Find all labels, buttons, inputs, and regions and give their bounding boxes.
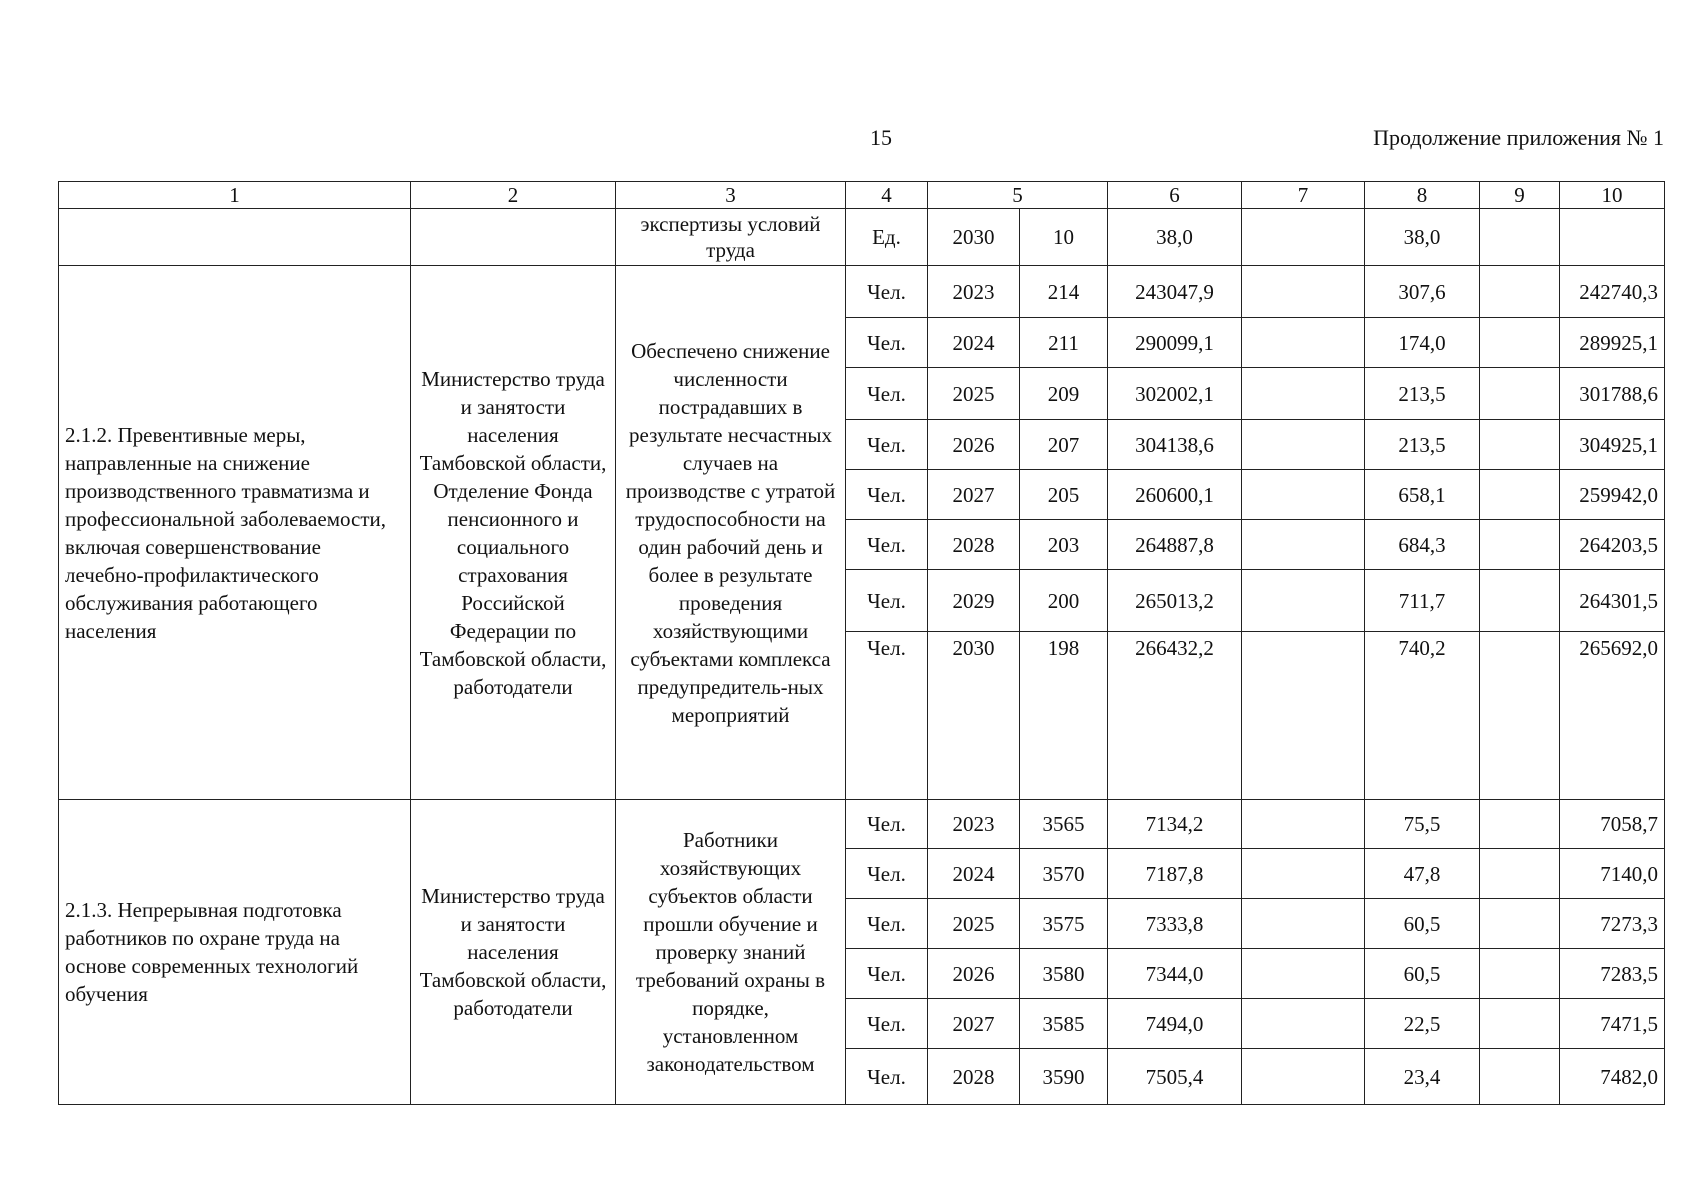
col8-cell: 213,5 [1365, 420, 1480, 470]
header-cell: 6 [1108, 182, 1242, 209]
result-cell: Работники хозяйствующих субъектов области прошли обучение и проверку знаний требований охраны в порядке, установленном законодательством [616, 800, 846, 1105]
col6-cell: 304138,6 [1108, 420, 1242, 470]
col6-cell: 7333,8 [1108, 899, 1242, 949]
col7-cell [1242, 470, 1365, 520]
unit-cell: Чел. [846, 318, 928, 368]
year-cell: 2023 [928, 800, 1020, 849]
measure-description: 2.1.3. Непрерывная подготовка работников по охране труда на основе современных технологий обучения [59, 800, 411, 1105]
col8-cell: 684,3 [1365, 520, 1480, 570]
executor-cell: Министерство труда и занятости населения Тамбовской области, Отделение Фонда пенсионного и социального страхования Российской Федерации по Тамбовской области, работодатели [411, 266, 616, 800]
value-cell: 211 [1020, 318, 1108, 368]
unit-cell: Чел. [846, 420, 928, 470]
col9-cell [1480, 849, 1560, 899]
unit-cell: Ед. [846, 209, 928, 266]
value-cell: 3580 [1020, 949, 1108, 999]
unit-cell: Чел. [846, 800, 928, 849]
col8-cell: 174,0 [1365, 318, 1480, 368]
col9-cell [1480, 209, 1560, 266]
col6-cell: 260600,1 [1108, 470, 1242, 520]
col9-cell [1480, 368, 1560, 420]
carry-over-row [59, 209, 1665, 266]
col10-cell: 7058,7 [1560, 800, 1665, 849]
header-cell: 5 [928, 182, 1108, 209]
col9-cell [1480, 949, 1560, 999]
year-cell: 2024 [928, 849, 1020, 899]
col6-cell: 264887,8 [1108, 520, 1242, 570]
value-cell: 3570 [1020, 849, 1108, 899]
unit-cell: Чел. [846, 1049, 928, 1105]
year-cell: 2027 [928, 470, 1020, 520]
col7-cell [1242, 800, 1365, 849]
value-cell: 200 [1020, 570, 1108, 632]
value-cell: 214 [1020, 266, 1108, 318]
col9-cell [1480, 570, 1560, 632]
header-cell: 4 [846, 182, 928, 209]
value-cell: 3585 [1020, 999, 1108, 1049]
col8-cell: 711,7 [1365, 570, 1480, 632]
col9-cell [1480, 318, 1560, 368]
year-cell: 2030 [928, 209, 1020, 266]
col7-cell [1242, 632, 1365, 800]
col8-cell: 658,1 [1365, 470, 1480, 520]
col10-cell: 301788,6 [1560, 368, 1665, 420]
year-cell: 2027 [928, 999, 1020, 1049]
result-cell: экспертизы условий труда [616, 209, 846, 266]
value-cell: 207 [1020, 420, 1108, 470]
header-cell: 3 [616, 182, 846, 209]
value-cell: 3575 [1020, 899, 1108, 949]
col6-cell: 7187,8 [1108, 849, 1242, 899]
col7-cell [1242, 949, 1365, 999]
unit-cell: Чел. [846, 266, 928, 318]
value-cell: 205 [1020, 470, 1108, 520]
result-cell: Обеспечено снижение численности пострадавших в результате несчастных случаев на производстве с утратой трудоспособности на один рабочий день и более в результате проведения хозяйствующими субъектами комплекса предупредитель-ных мероприятий [616, 266, 846, 800]
col10-cell: 7482,0 [1560, 1049, 1665, 1105]
col8-cell: 60,5 [1365, 899, 1480, 949]
col8-cell: 307,6 [1365, 266, 1480, 318]
col7-cell [1242, 420, 1365, 470]
col6-cell: 266432,2 [1108, 632, 1242, 800]
header-cell: 9 [1480, 182, 1560, 209]
table-row [59, 266, 1665, 318]
unit-cell: Чел. [846, 368, 928, 420]
col8-cell: 23,4 [1365, 1049, 1480, 1105]
col6-cell: 265013,2 [1108, 570, 1242, 632]
header-row [59, 182, 1665, 209]
year-cell: 2028 [928, 1049, 1020, 1105]
col10-cell: 7283,5 [1560, 949, 1665, 999]
col9-cell [1480, 1049, 1560, 1105]
year-cell: 2025 [928, 368, 1020, 420]
unit-cell: Чел. [846, 632, 928, 800]
year-cell: 2024 [928, 318, 1020, 368]
value-cell: 3565 [1020, 800, 1108, 849]
col9-cell [1480, 999, 1560, 1049]
year-cell: 2026 [928, 949, 1020, 999]
col6-cell: 7494,0 [1108, 999, 1242, 1049]
col7-cell [1242, 570, 1365, 632]
col7-cell [1242, 1049, 1365, 1105]
col9-cell [1480, 470, 1560, 520]
col7-cell [1242, 899, 1365, 949]
col10-cell: 264203,5 [1560, 520, 1665, 570]
year-cell: 2029 [928, 570, 1020, 632]
year-cell: 2026 [928, 420, 1020, 470]
unit-cell: Чел. [846, 899, 928, 949]
col6-cell: 7344,0 [1108, 949, 1242, 999]
col8-cell: 22,5 [1365, 999, 1480, 1049]
col9-cell [1480, 899, 1560, 949]
executor-cell: Министерство труда и занятости населения Тамбовской области, работодатели [411, 800, 616, 1105]
col6-cell: 302002,1 [1108, 368, 1242, 420]
col10-cell: 289925,1 [1560, 318, 1665, 368]
col7-cell [1242, 849, 1365, 899]
col9-cell [1480, 632, 1560, 800]
col7-cell [1242, 999, 1365, 1049]
col9-cell [1480, 800, 1560, 849]
col9-cell [1480, 420, 1560, 470]
col7-cell [1242, 209, 1365, 266]
executor-cell [411, 209, 616, 266]
value-cell: 10 [1020, 209, 1108, 266]
value-cell: 203 [1020, 520, 1108, 570]
unit-cell: Чел. [846, 570, 928, 632]
unit-cell: Чел. [846, 520, 928, 570]
value-cell: 3590 [1020, 1049, 1108, 1105]
appendix-note: Продолжение приложения № 1 [1373, 125, 1664, 150]
table-row [59, 800, 1665, 849]
header-cell: 8 [1365, 182, 1480, 209]
header-cell: 2 [411, 182, 616, 209]
col10-cell: 265692,0 [1560, 632, 1665, 800]
col7-cell [1242, 318, 1365, 368]
col6-cell: 290099,1 [1108, 318, 1242, 368]
unit-cell: Чел. [846, 999, 928, 1049]
col7-cell [1242, 266, 1365, 318]
unit-cell: Чел. [846, 849, 928, 899]
unit-cell: Чел. [846, 949, 928, 999]
col10-cell: 7471,5 [1560, 999, 1665, 1049]
page-number: 15 [870, 125, 892, 150]
col7-cell [1242, 520, 1365, 570]
col6-cell: 7505,4 [1108, 1049, 1242, 1105]
col8-cell: 47,8 [1365, 849, 1480, 899]
header-cell: 1 [59, 182, 411, 209]
value-cell: 198 [1020, 632, 1108, 800]
col10-cell: 7140,0 [1560, 849, 1665, 899]
col10-cell: 242740,3 [1560, 266, 1665, 318]
header-cell: 10 [1560, 182, 1665, 209]
year-cell: 2023 [928, 266, 1020, 318]
col8-cell: 213,5 [1365, 368, 1480, 420]
col9-cell [1480, 520, 1560, 570]
header-cell: 7 [1242, 182, 1365, 209]
year-cell: 2025 [928, 899, 1020, 949]
col7-cell [1242, 368, 1365, 420]
col8-cell: 740,2 [1365, 632, 1480, 800]
year-cell: 2030 [928, 632, 1020, 800]
program-table [58, 181, 1665, 1105]
col10-cell: 7273,3 [1560, 899, 1665, 949]
col8-cell: 38,0 [1365, 209, 1480, 266]
col6-cell: 7134,2 [1108, 800, 1242, 849]
desc-cell [59, 209, 411, 266]
unit-cell: Чел. [846, 470, 928, 520]
col10-cell: 304925,1 [1560, 420, 1665, 470]
col8-cell: 75,5 [1365, 800, 1480, 849]
col10-cell: 259942,0 [1560, 470, 1665, 520]
col6-cell: 243047,9 [1108, 266, 1242, 318]
value-cell: 209 [1020, 368, 1108, 420]
col10-cell [1560, 209, 1665, 266]
col10-cell: 264301,5 [1560, 570, 1665, 632]
col6-cell: 38,0 [1108, 209, 1242, 266]
year-cell: 2028 [928, 520, 1020, 570]
measure-description: 2.1.2. Превентивные меры, направленные на снижение производственного травматизма и профессиональной заболеваемости, включая совершенствование лечебно-профилактического обслуживания работающего населения [59, 266, 411, 800]
col9-cell [1480, 266, 1560, 318]
col8-cell: 60,5 [1365, 949, 1480, 999]
